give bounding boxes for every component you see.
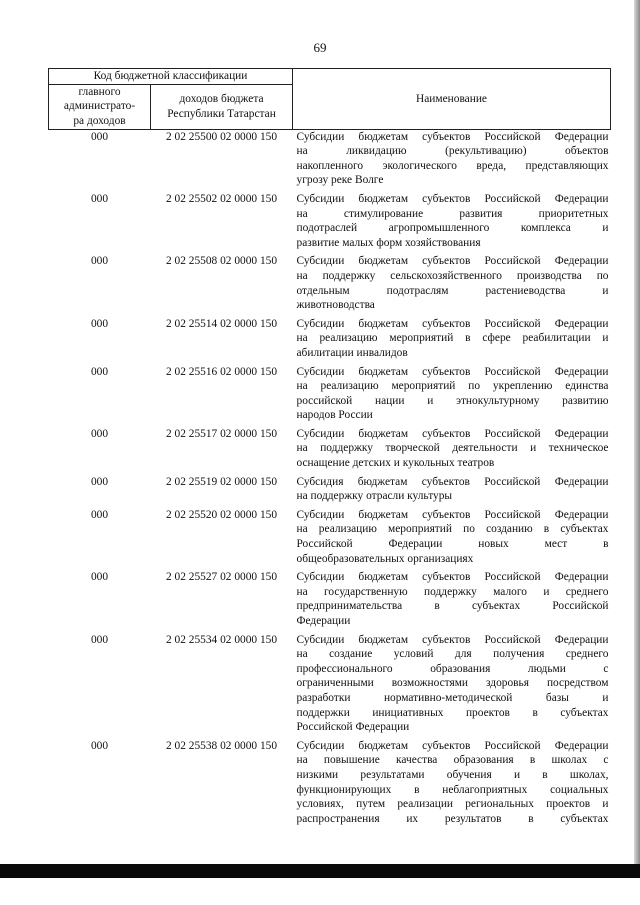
row-name-line: Субсидии бюджетам субъектов Российской Федерации [296,365,609,378]
row-name-line: распространения их результатов в субъектах [296,812,609,825]
table-row [49,192,611,254]
row-name-line: на реализацию мероприятий в сфере реабилитации и [296,332,609,345]
row-name-line: на реализацию мероприятий по созданию в субъектах [296,523,609,536]
header-name: Наименование [293,69,611,130]
header-classification-code: Код бюджетной классификации [49,69,293,85]
row-name-line: Федерации [296,615,351,627]
row-name-line: Субсидии бюджетам субъектов Российской Федерации [296,192,609,205]
row-admin-code: 000 [90,508,109,521]
row-name-line: ограниченными возможностями здоровья посредством [296,677,609,690]
row-name-line: профессионального образования людьми с [296,662,609,675]
row-name [293,739,611,831]
row-admin-code: 000 [90,365,109,378]
row-name-line: условиях, путем реализации региональных проектов и [296,798,609,811]
row-name [293,192,611,254]
page-number: 69 [313,40,327,55]
row-name-line: на государственную поддержку малого и среднего [296,585,609,598]
row-name-line: оснащение детских и кукольных театров [296,457,495,470]
row-admin-code: 000 [90,475,109,488]
row-budget-code: 2 02 25514 02 0000 150 [165,317,278,330]
table-row [49,475,611,508]
row-name-line: Субсидия бюджетам субъектов Российской Федерации [296,475,609,488]
row-name [293,633,611,739]
row-name-line: общеобразовательных организациях [296,552,474,565]
row-admin-code: 000 [90,427,109,440]
row-name-line: низкими результатами обучения и в школах, [296,768,609,781]
header-chief-administrator: главного администрато- ра доходов [49,84,151,129]
row-name-line: животноводства [296,299,375,312]
row-name-line: Субсидии бюджетам субъектов Российской Федерации [296,130,609,143]
row-admin-code: 000 [90,739,109,752]
row-name-line: Субсидии бюджетам субъектов Российской Федерации [296,427,609,440]
row-admin-code: 000 [90,571,109,584]
row-name-line: на поддержку творческой деятельности и техническое [296,442,609,455]
row-name-line: на стимулирование развития приоритетных [296,207,609,220]
row-name-line: народов России [296,409,373,422]
row-name-line: развитие малых форм хозяйствования [296,236,481,249]
row-admin-code: 000 [90,192,109,205]
table-header [49,69,611,130]
row-name-line: Субсидии бюджетам субъектов Российской Федерации [296,571,609,584]
row-budget-code: 2 02 25500 02 0000 150 [165,130,278,143]
row-budget-code: 2 02 25519 02 0000 150 [165,475,278,488]
row-name-line: Субсидии бюджетам субъектов Российской Федерации [296,739,609,752]
row-name-line: угрозу реке Волге [296,174,384,187]
row-name-line: на повышение качества образования в школах с [296,754,609,767]
row-admin-code: 000 [90,130,109,143]
table-row [49,633,611,739]
row-name [293,570,611,632]
row-name-line: Субсидии бюджетам субъектов Российской Федерации [296,633,609,646]
row-name-line: поддержки инициативных проектов в субъектах [296,706,609,719]
table-row [49,508,611,570]
row-admin-code: 000 [90,317,109,330]
row-budget-code: 2 02 25508 02 0000 150 [165,255,278,268]
table-row [49,365,611,427]
row-name [293,129,611,192]
budget-classification-table [48,68,611,830]
row-name-line: подотраслей агропромышленного комплекса и [296,222,609,235]
header-republic-budget-income: доходов бюджета Республики Татарстан [151,84,293,129]
scan-edge-shadow [634,0,640,864]
table-row [49,570,611,632]
row-budget-code: 2 02 25538 02 0000 150 [165,739,278,752]
row-admin-code: 000 [90,633,109,646]
row-admin-code: 000 [90,255,109,268]
row-name-line: разработки нормативно-методической базы и [296,691,609,704]
row-name-line: абилитации инвалидов [296,346,408,359]
table-row [49,129,611,192]
row-name-line: на поддержку отрасли культуры [296,490,453,503]
row-budget-code: 2 02 25517 02 0000 150 [165,427,278,440]
row-budget-code: 2 02 25502 02 0000 150 [165,192,278,205]
row-name-line: функционирующих в неблагоприятных социальных [296,783,609,796]
row-name [293,317,611,365]
row-name [293,508,611,570]
table-row [49,427,611,475]
row-name [293,365,611,427]
row-name-line: Российской Федерации новых мест в [296,538,609,551]
row-name-line: Российской Федерации [296,721,410,734]
row-name [293,475,611,508]
table-row [49,254,611,316]
row-name-line: отдельным подотраслям растениеводства и [296,284,609,297]
row-name-line: предпринимательства в субъектах Российской [296,600,609,613]
row-budget-code: 2 02 25534 02 0000 150 [165,633,278,646]
row-name-line: накопленного экологического вреда, представляющих [296,159,609,172]
row-name [293,254,611,316]
row-name-line: на ликвидацию (рекультивацию) объектов [296,145,609,158]
table-row [49,317,611,365]
row-name [293,427,611,475]
row-name-line: Субсидии бюджетам субъектов Российской Федерации [296,255,609,268]
row-budget-code: 2 02 25516 02 0000 150 [165,365,278,378]
row-name-line: на создание условий для получения среднего [296,648,609,661]
table-row [49,739,611,831]
row-name-line: Субсидии бюджетам субъектов Российской Федерации [296,317,609,330]
row-budget-code: 2 02 25520 02 0000 150 [165,508,278,521]
table-body [49,129,611,830]
row-name-line: Субсидии бюджетам субъектов Российской Федерации [296,508,609,521]
row-budget-code: 2 02 25527 02 0000 150 [165,571,278,584]
scan-bottom-band [0,864,640,878]
row-name-line: на поддержку сельскохозяйственного производства по [296,269,609,282]
row-name-line: российской нации и этнокультурному развитию [296,394,609,407]
row-name-line: на реализацию мероприятий по укреплению единства [296,380,609,393]
